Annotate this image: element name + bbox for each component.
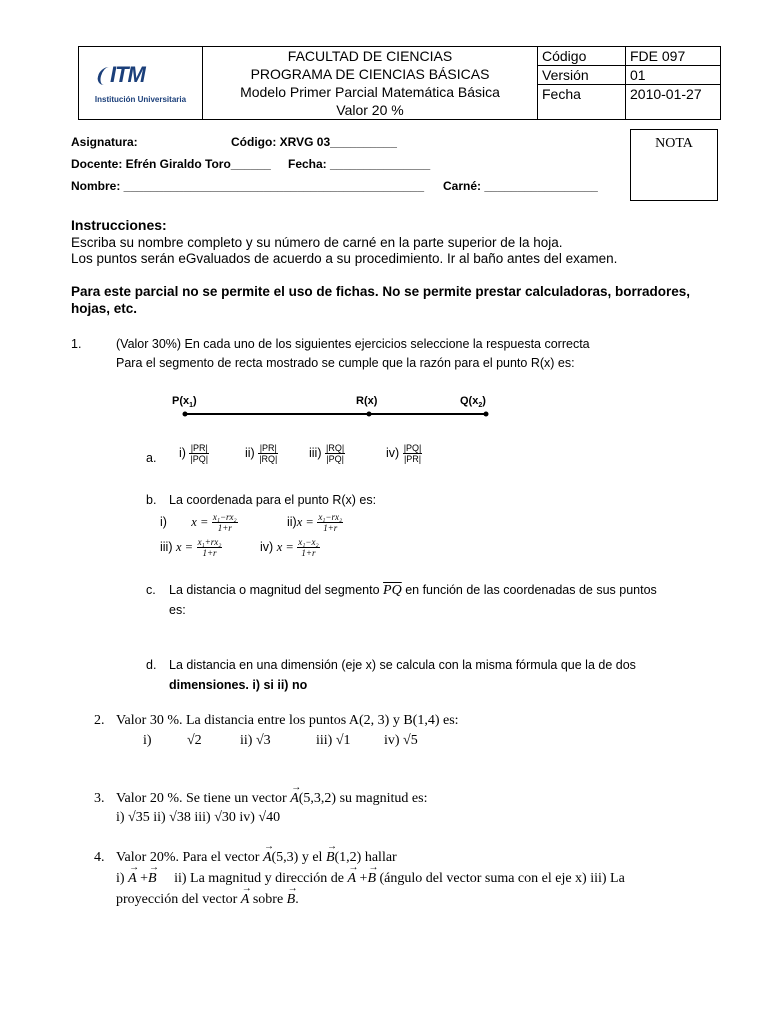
instructions-line-1: Escriba su nombre completo y su número de carné en la parte superior de la hoja. [71,235,563,250]
q1-a-label: a. [146,451,157,465]
value-fecha: 2010-01-27 [626,85,721,120]
label-version: Versión [538,66,626,85]
segment-diagram [170,392,500,422]
q4-number: 4. [94,850,105,865]
vector-arrow-icon: → [291,782,302,793]
q1-b-text: La coordenada para el punto R(x) es: [169,493,377,507]
q4-line-1: Valor 20%. Para el vector → A(5,3) y el → B(1,2) hallar [116,841,397,865]
q1-a-option-1[interactable]: i) $\frac{|PR|}{|PQ|}$ [179,443,209,464]
nombre-field[interactable]: Nombre: _____________________________________________ [71,179,424,193]
vector-a: → A [290,782,302,806]
logo-cell [79,47,203,120]
asignatura-field[interactable]: Asignatura: [71,135,138,149]
codigo-field[interactable]: Código: XRVG 03__________ [231,135,397,149]
vector-arrow-icon: → [149,862,160,873]
point-r-dot [367,412,372,417]
header-line-3: Modelo Primer Parcial Matemática Básica [240,84,500,100]
q2-option-iii[interactable]: iii) √1 [316,733,351,748]
point-p-label: $P(x_1)$ [172,395,197,410]
header-line-4: Valor 20 % [336,102,404,118]
q2-number: 2. [94,713,105,728]
header-table [78,46,721,120]
logo-mark: ITM [110,62,145,87]
value-version: 01 [626,66,721,85]
carne-field[interactable]: Carné: _________________ [443,179,598,193]
q4-line-2: i) → A + → B ii) La magnitud y dirección de → A + → B (ángulo del vector suma con el eje x) iii) La [116,862,625,886]
q1-d-line-2[interactable]: dimensiones. i) si ii) no [169,678,308,692]
q1-line-1: (Valor 30%) En cada uno de los siguientes ejercicios seleccione la respuesta correcta [116,337,590,351]
header-line-1: FACULTAD DE CIENCIAS [287,48,453,64]
vector-arrow-icon: → [129,862,140,873]
q2-option-i-label: i) [143,733,152,748]
label-codigo: Código [538,47,626,66]
segment-pq: $\overline{PQ}$ [383,583,402,598]
q3-options[interactable]: i) √35 ii) √38 iii) √30 iv) √40 [116,810,281,825]
point-r-label: R(x) [356,395,378,407]
q1-line-2: Para el segmento de recta mostrado se cumple que la razón para el punto R(x) es: [116,356,575,370]
q1-b-option-3[interactable]: iii) x = $\frac{\text{x₁+rx₂}}{1+r}$ [160,537,222,558]
instructions-title: Instrucciones: [71,217,167,233]
q3-number: 3. [94,791,105,806]
header-line-2: PROGRAMA DE CIENCIAS BÁSICAS [250,66,490,82]
value-codigo: FDE 097 [626,47,721,66]
fecha-field[interactable]: Fecha: _______________ [288,157,431,171]
q1-a-option-3[interactable]: iii) $\frac{|RQ|}{|PQ|}$ [309,443,345,464]
q1-b-label: b. [146,493,157,507]
warning-line-1: Para este parcial no se permite el uso de fichas. No se permite prestar calculadoras, borradores, [71,284,691,299]
q3-text: Valor 20 %. Se tiene un vector → A(5,3,2) su magnitud es: [116,782,428,806]
q1-number: 1. [71,337,82,351]
warning-line-2: hojas, etc. [71,301,138,316]
q1-a-option-4[interactable]: iv) $\frac{|PQ|}{|PR|}$ [386,443,422,464]
q1-c-line-2: es: [169,603,186,617]
header-title-block [203,47,538,120]
vector-arrow-icon: → [287,883,298,894]
docente-field[interactable]: Docente: Efrén Giraldo Toro______ [71,157,271,171]
point-p-dot [183,412,188,417]
q1-c-line-1: La distancia o magnitud del segmento $\overline{PQ}$ en función de las coordenadas de sus puntos [169,583,657,598]
q1-b-option-4[interactable]: iv) x = $\frac{\text{x₁−x₂}}{1+r}$ [260,537,319,558]
logo-subtitle: Institución Universitaria [94,95,187,104]
point-q-dot [484,412,489,417]
vector-arrow-icon: → [241,883,252,894]
q1-c-label: c. [146,583,156,597]
point-q-label: $Q(x_2)$ [460,395,486,410]
q1-b-option-1[interactable]: i) x = $\frac{\text{x₁−rx₂}}{1+r}$ [160,512,237,533]
q2-option-ii[interactable]: ii) √3 [240,733,271,748]
q2-option-i[interactable]: √2 [187,733,202,748]
q1-d-label: d. [146,658,157,672]
q1-b-option-2[interactable]: ii)x = $\frac{\text{x₁−rx₂}}{1+r}$ [287,512,343,533]
vector-arrow-icon: → [348,862,359,873]
vector-arrow-icon: → [368,862,379,873]
vector-arrow-icon: → [326,841,337,852]
label-fecha: Fecha [538,85,626,120]
q2-text: Valor 30 %. La distancia entre los puntos A(2, 3) y B(1,4) es: [116,713,459,728]
q1-d-line-1: La distancia en una dimensión (eje x) se calcula con la misma fórmula que la de dos [169,658,636,672]
vector-arrow-icon: → [263,841,274,852]
q4-line-3: proyección del vector → A sobre → B. [116,883,299,907]
itm-logo [88,63,193,103]
q2-option-iv[interactable]: iv) √5 [384,733,418,748]
q1-a-option-2[interactable]: ii) $\frac{|PR|}{|RQ|}$ [245,443,278,464]
instructions-line-2: Los puntos serán eGvaluados de acuerdo a su procedimiento. Ir al baño antes del examen. [71,251,618,266]
nota-box[interactable]: NOTA [630,129,718,201]
